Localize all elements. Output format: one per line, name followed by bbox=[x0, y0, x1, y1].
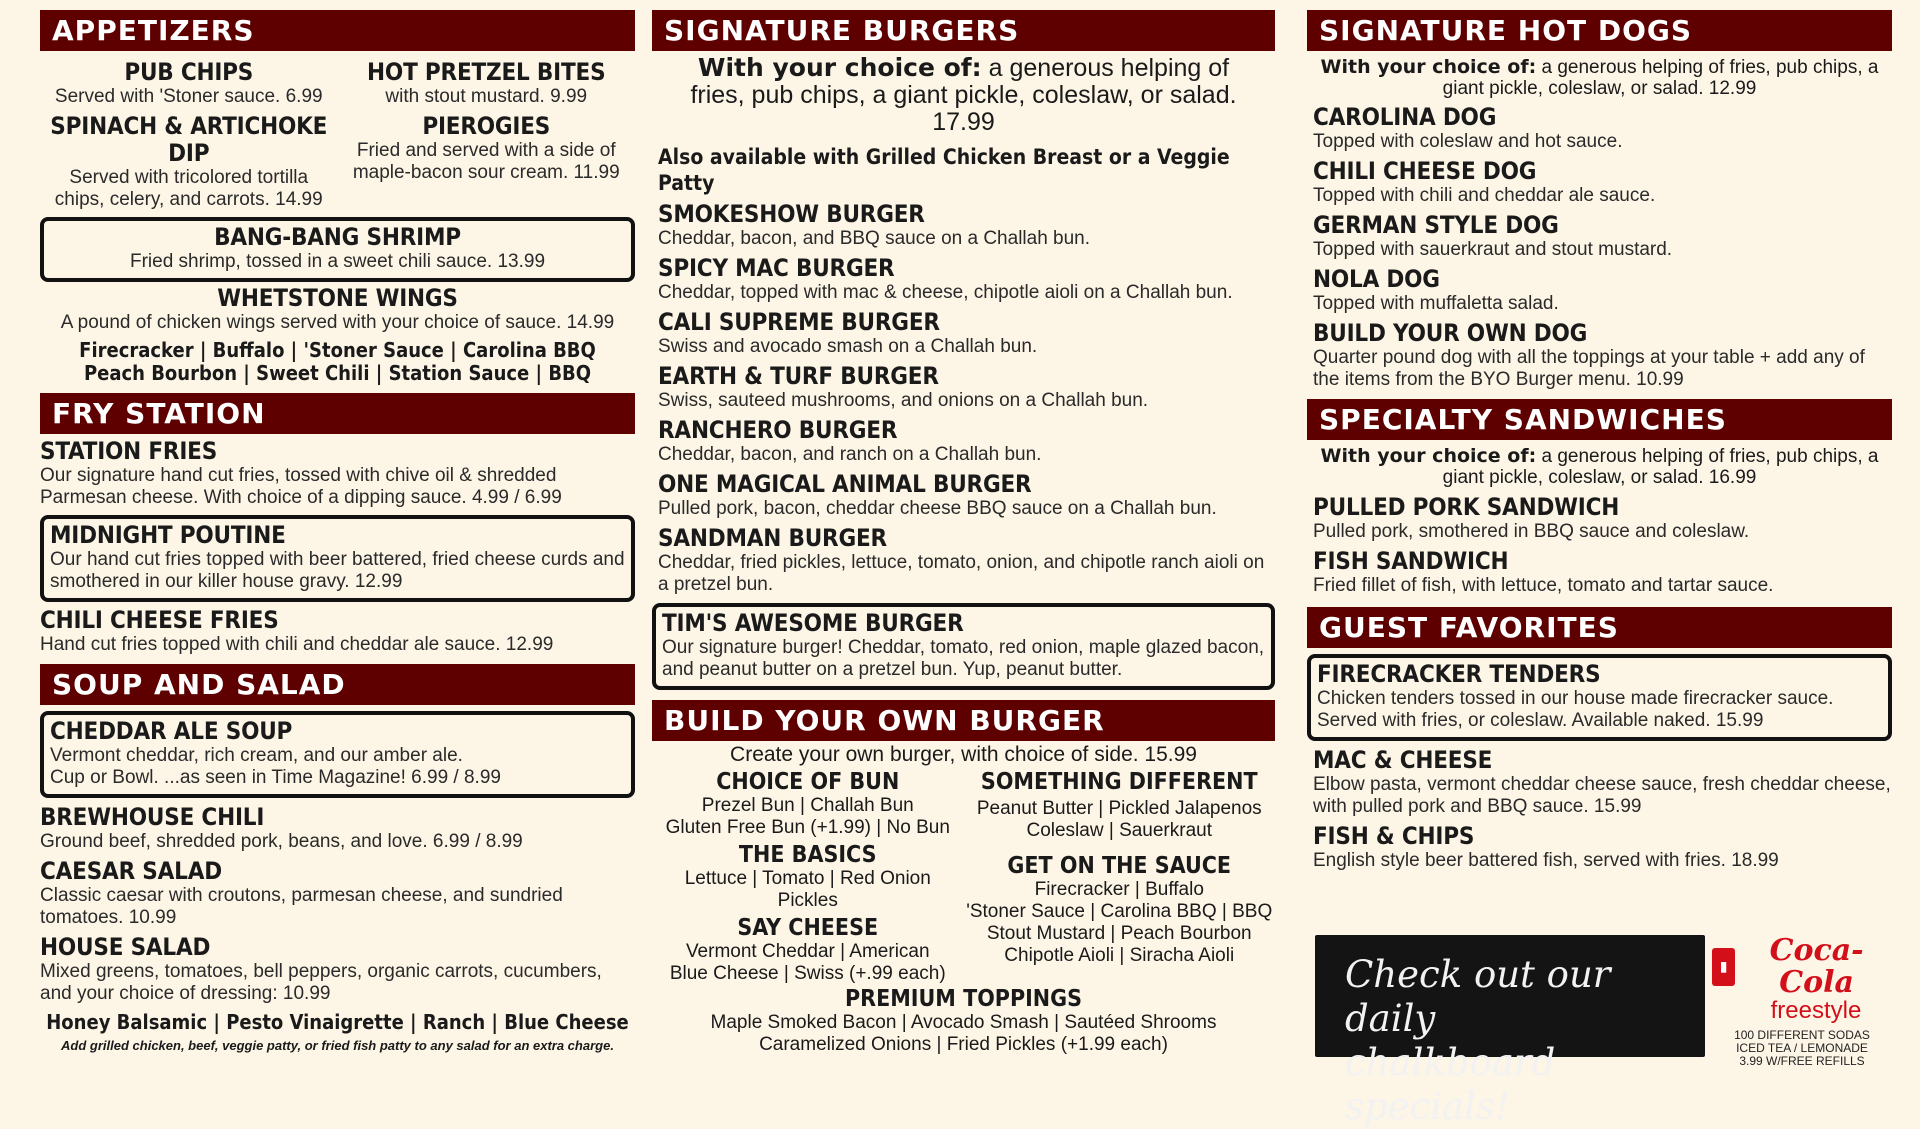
freestyle-machine-icon: ▮ bbox=[1712, 948, 1735, 986]
item-title: CAESAR SALAD bbox=[40, 857, 222, 885]
menu-item bbox=[1313, 104, 1892, 153]
item-title: FIRECRACKER TENDERS bbox=[1317, 660, 1601, 688]
item-title: PULLED PORK SANDWICH bbox=[1313, 493, 1620, 521]
item-title: HOT PRETZEL BITES bbox=[367, 58, 606, 86]
byo-group-line: Peanut Butter | Pickled Jalapenos bbox=[976, 798, 1262, 819]
intro-bold: With your choice of: bbox=[697, 53, 982, 82]
burgers-also-available: Also available with Grilled Chicken Breast or a Veggie Patty bbox=[658, 145, 1230, 195]
menu-column-middle bbox=[652, 10, 1275, 1056]
coke-freestyle-ad bbox=[1712, 933, 1892, 1068]
coke-brand: Coca-Cola bbox=[1769, 933, 1864, 1000]
byo-group-line: Vermont Cheddar | American bbox=[685, 941, 930, 962]
item-title: SMOKESHOW BURGER bbox=[658, 200, 925, 228]
dressing-options: Honey Balsamic | Pesto Vinaigrette | Ranch | Blue Cheese bbox=[46, 1010, 629, 1034]
featured-item-box bbox=[40, 711, 635, 798]
item-desc: Mixed greens, tomatoes, bell peppers, organic carrots, cucumbers, and your choice of dressing: 10.99 bbox=[40, 961, 602, 1004]
item-title: BUILD YOUR OWN DOG bbox=[1313, 319, 1588, 347]
menu-item bbox=[40, 113, 338, 211]
featured-item-box bbox=[1307, 654, 1892, 741]
item-desc: Cheddar, bacon, and ranch on a Challah bun. bbox=[658, 444, 1042, 465]
item-title: EARTH & TURF BURGER bbox=[658, 362, 939, 390]
item-title: NOLA DOG bbox=[1313, 265, 1440, 293]
item-desc: Swiss, sauteed mushrooms, and onions on a Challah bun. bbox=[658, 390, 1149, 411]
item-desc: Topped with muffaletta salad. bbox=[1313, 293, 1559, 314]
fry-station-header: FRY STATION bbox=[40, 393, 635, 434]
item-desc: Our signature hand cut fries, tossed with chive oil & shredded Parmesan cheese. With choice of a dipping sauce. 4.99 / 6.99 bbox=[40, 465, 562, 508]
menu-item bbox=[658, 417, 1275, 466]
byo-group-line: Coleslaw | Sauerkraut bbox=[1026, 820, 1213, 841]
menu-item bbox=[40, 858, 635, 929]
item-title: CALI SUPREME BURGER bbox=[658, 308, 940, 336]
item-desc: Fried shrimp, tossed in a sweet chili sauce. 13.99 bbox=[129, 251, 546, 272]
hotdogs-intro bbox=[1307, 57, 1892, 99]
menu-item bbox=[658, 471, 1275, 520]
intro-text: a generous helping of fries, pub chips, a giant pickle, coleslaw, or salad. 12.99 bbox=[1442, 57, 1879, 99]
menu-item bbox=[40, 804, 635, 853]
item-desc: English style beer battered fish, served with fries. 18.99 bbox=[1313, 850, 1779, 871]
item-desc: Hand cut fries topped with chili and cheddar ale sauce. 12.99 bbox=[40, 634, 554, 655]
featured-item-box bbox=[40, 515, 635, 602]
byo-group-line: Firecracker | Buffalo bbox=[1034, 879, 1204, 900]
byo-row bbox=[652, 770, 1275, 985]
byo-group-line: Maple Smoked Bacon | Avocado Smash | Sautéed Shrooms bbox=[710, 1012, 1217, 1033]
item-title: HOUSE SALAD bbox=[40, 933, 211, 961]
item-desc: Topped with sauerkraut and stout mustard. bbox=[1313, 239, 1673, 260]
menu-item bbox=[40, 285, 635, 385]
item-desc: Ground beef, shredded pork, beans, and love. 6.99 / 8.99 bbox=[40, 831, 523, 852]
item-title: FISH SANDWICH bbox=[1313, 547, 1509, 575]
menu-item bbox=[658, 363, 1275, 412]
menu-item bbox=[40, 438, 635, 509]
item-title: STATION FRIES bbox=[40, 437, 218, 465]
sauce-options: Firecracker | Buffalo | 'Stoner Sauce | Carolina BBQ bbox=[79, 338, 596, 362]
item-title: PIEROGIES bbox=[422, 112, 551, 140]
item-title: SPINACH & ARTICHOKE DIP bbox=[50, 112, 328, 167]
byo-group-title: SAY CHEESE bbox=[737, 915, 879, 941]
item-title: SPICY MAC BURGER bbox=[658, 254, 895, 282]
coke-logo bbox=[1712, 935, 1892, 999]
item-desc: with stout mustard. 9.99 bbox=[385, 86, 588, 107]
item-desc: Served with 'Stoner sauce. 6.99 bbox=[54, 86, 323, 107]
byo-group-line: Lettuce | Tomato | Red Onion bbox=[684, 868, 931, 889]
byo-group bbox=[652, 770, 964, 985]
menu-item bbox=[1313, 320, 1892, 391]
item-desc: Fried fillet of fish, with lettuce, tomato and tartar sauce. bbox=[1313, 575, 1774, 596]
item-title: SANDMAN BURGER bbox=[658, 524, 887, 552]
byo-intro: Create your own burger, with choice of side. 15.99 bbox=[730, 743, 1197, 766]
menu-column-left bbox=[40, 10, 635, 1053]
item-title: ONE MAGICAL ANIMAL BURGER bbox=[658, 470, 1032, 498]
menu-item bbox=[1313, 266, 1892, 315]
byo-group bbox=[964, 770, 1276, 985]
menu-item bbox=[1313, 158, 1892, 207]
sandwiches-header: SPECIALTY SANDWICHES bbox=[1307, 399, 1892, 440]
item-desc: Swiss and avocado smash on a Challah bun. bbox=[658, 336, 1038, 357]
menu-item bbox=[40, 934, 635, 1005]
menu-item bbox=[658, 309, 1275, 358]
menu-item bbox=[658, 201, 1275, 250]
intro-text: a generous helping of fries, pub chips, a giant pickle, coleslaw, or salad. 16.99 bbox=[1442, 446, 1879, 488]
burger-list bbox=[652, 201, 1275, 596]
sandwich-list bbox=[1307, 494, 1892, 597]
item-title: CHILI CHEESE DOG bbox=[1313, 157, 1537, 185]
item-desc: Pulled pork, smothered in BBQ sauce and coleslaw. bbox=[1313, 521, 1750, 542]
byo-group-line: Pickles bbox=[777, 890, 838, 911]
menu-item bbox=[40, 59, 338, 108]
chalkboard-line: chalkboard specials! bbox=[1345, 1041, 1556, 1128]
byo-group-title: SOMETHING DIFFERENT bbox=[980, 769, 1258, 795]
menu-item bbox=[1313, 548, 1892, 597]
item-desc: Served with tricolored tortilla chips, celery, and carrots. 14.99 bbox=[54, 167, 323, 210]
item-desc: Pulled pork, bacon, cheddar cheese BBQ sauce on a Challah bun. bbox=[658, 498, 1217, 519]
menu-column-right bbox=[1307, 10, 1892, 1128]
item-desc: Our hand cut fries topped with beer battered, fried cheese curds and smothered in our killer house gravy. 12.99 bbox=[50, 549, 625, 592]
appetizers-header: APPETIZERS bbox=[40, 10, 635, 51]
intro-text: a generous helping of fries, pub chips, a giant pickle, coleslaw, or salad. 17.99 bbox=[690, 54, 1237, 136]
coke-line: 100 DIFFERENT SODAS bbox=[1734, 1028, 1870, 1042]
signature-burgers-header: SIGNATURE BURGERS bbox=[652, 10, 1275, 51]
byo-burger-header: BUILD YOUR OWN BURGER bbox=[652, 700, 1275, 741]
byo-group-title: PREMIUM TOPPINGS bbox=[844, 986, 1083, 1012]
item-title: BANG-BANG SHRIMP bbox=[214, 223, 461, 251]
item-desc: Our signature burger! Cheddar, tomato, red onion, maple glazed bacon, and peanut butter on a pretzel bun. Yup, peanut butter. bbox=[662, 637, 1265, 680]
item-title: PUB CHIPS bbox=[124, 58, 254, 86]
chalkboard-specials-banner bbox=[1315, 935, 1705, 1128]
item-desc: Classic caesar with croutons, parmesan cheese, and sundried tomatoes. 10.99 bbox=[40, 885, 563, 928]
soup-salad-header: SOUP AND SALAD bbox=[40, 664, 635, 705]
coke-freestyle: freestyle bbox=[1770, 997, 1862, 1024]
byo-group-line: Blue Cheese | Swiss (+.99 each) bbox=[669, 963, 946, 984]
menu-item bbox=[1307, 823, 1892, 872]
item-title: MAC & CHEESE bbox=[1313, 746, 1493, 774]
item-desc: Topped with chili and cheddar ale sauce. bbox=[1313, 185, 1656, 206]
item-desc: Cup or Bowl. ...as seen in Time Magazine! 6.99 / 8.99 bbox=[50, 767, 501, 788]
menu-item bbox=[658, 255, 1275, 304]
item-desc: Cheddar, bacon, and BBQ sauce on a Challah bun. bbox=[658, 228, 1091, 249]
menu-item bbox=[40, 607, 635, 656]
item-desc: A pound of chicken wings served with your choice of sauce. 14.99 bbox=[60, 312, 615, 333]
byo-group-line: Stout Mustard | Peach Bourbon bbox=[986, 923, 1252, 944]
item-desc: Vermont cheddar, rich cream, and our amber ale. bbox=[50, 745, 463, 766]
sauce-options: Peach Bourbon | Sweet Chili | Station Sauce | BBQ bbox=[83, 361, 592, 385]
intro-bold: With your choice of: bbox=[1320, 445, 1537, 467]
byo-group-line: Caramelized Onions | Fried Pickles (+1.99 each) bbox=[759, 1034, 1168, 1055]
item-desc: Cheddar, topped with mac & cheese, chipotle aioli on a Challah bun. bbox=[658, 282, 1233, 303]
item-title: MIDNIGHT POUTINE bbox=[50, 521, 286, 549]
appetizer-row bbox=[40, 113, 635, 211]
item-title: BREWHOUSE CHILI bbox=[40, 803, 265, 831]
byo-group-title: THE BASICS bbox=[738, 842, 877, 868]
menu-item bbox=[1313, 212, 1892, 261]
intro-bold: With your choice of: bbox=[1320, 56, 1537, 78]
coke-line: ICED TEA / LEMONADE bbox=[1736, 1041, 1868, 1055]
item-desc: Elbow pasta, vermont cheddar cheese sauce, fresh cheddar cheese, with pulled pork and BBQ sauce. 15.99 bbox=[1313, 774, 1891, 817]
burgers-intro bbox=[652, 54, 1275, 136]
hotdog-list bbox=[1307, 104, 1892, 391]
item-desc: Topped with coleslaw and hot sauce. bbox=[1313, 131, 1623, 152]
sandwiches-intro bbox=[1307, 446, 1892, 488]
byo-group-line: Gluten Free Bun (+1.99) | No Bun bbox=[665, 817, 950, 838]
byo-group-title: CHOICE OF BUN bbox=[716, 769, 900, 795]
item-title: CHEDDAR ALE SOUP bbox=[50, 717, 293, 745]
byo-group-line: Chipotle Aioli | Siracha Aioli bbox=[1004, 945, 1235, 966]
byo-group-title: GET ON THE SAUCE bbox=[1007, 853, 1232, 879]
menu-item bbox=[1307, 747, 1892, 818]
item-title: CHILI CHEESE FRIES bbox=[40, 606, 279, 634]
item-title: GERMAN STYLE DOG bbox=[1313, 211, 1559, 239]
item-desc: Quarter pound dog with all the toppings at your table + add any of the items from the BYO Burger menu. 10.99 bbox=[1313, 347, 1865, 390]
menu-item bbox=[338, 113, 636, 211]
chalkboard-line: Check out our daily bbox=[1345, 953, 1611, 1040]
featured-item-box bbox=[40, 217, 635, 282]
menu-item bbox=[338, 59, 636, 108]
byo-group-line: 'Stoner Sauce | Carolina BBQ | BBQ bbox=[966, 901, 1273, 922]
item-title: FISH & CHIPS bbox=[1313, 822, 1475, 850]
guest-favorites-header: GUEST FAVORITES bbox=[1307, 607, 1892, 648]
coke-line: 3.99 W/FREE REFILLS bbox=[1739, 1054, 1865, 1068]
item-title: WHETSTONE WINGS bbox=[217, 284, 458, 312]
hot-dogs-header: SIGNATURE HOT DOGS bbox=[1307, 10, 1892, 51]
item-title: RANCHERO BURGER bbox=[658, 416, 898, 444]
byo-group-line: Prezel Bun | Challah Bun bbox=[701, 795, 914, 816]
menu-item bbox=[1313, 494, 1892, 543]
item-desc: Fried and served with a side of maple-bacon sour cream. 11.99 bbox=[352, 140, 620, 183]
featured-item-box bbox=[652, 603, 1275, 690]
menu-item bbox=[658, 525, 1275, 596]
salad-note: Add grilled chicken, beef, veggie patty, or fried fish patty to any salad for an extra charge. bbox=[61, 1038, 614, 1053]
item-desc: Chicken tenders tossed in our house made firecracker sauce. Served with fries, or coleslaw. Available naked. 15.99 bbox=[1317, 688, 1834, 731]
item-title: TIM'S AWESOME BURGER bbox=[662, 609, 964, 637]
byo-group bbox=[652, 987, 1275, 1056]
item-title: CAROLINA DOG bbox=[1313, 103, 1497, 131]
item-desc: Cheddar, fried pickles, lettuce, tomato, onion, and chipotle ranch aioli on a pretzel bun. bbox=[658, 552, 1265, 595]
appetizer-row bbox=[40, 59, 635, 108]
